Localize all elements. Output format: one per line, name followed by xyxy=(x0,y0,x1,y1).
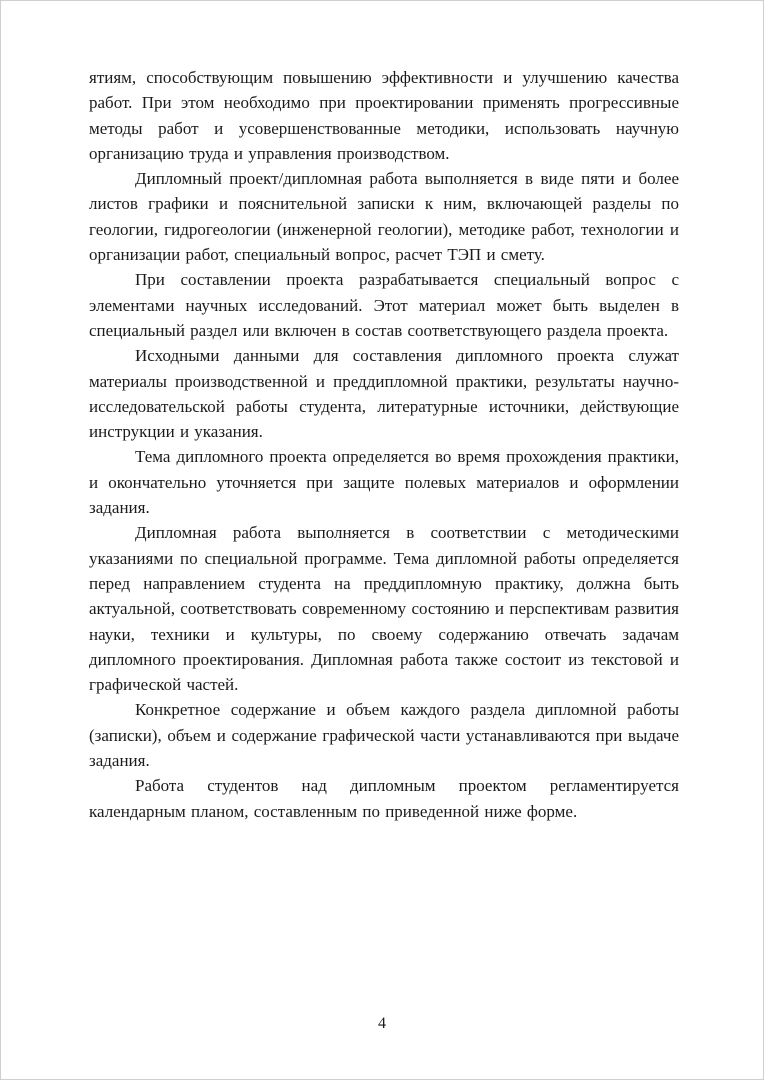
paragraph: Работа студентов над дипломным проектом регламентируется календарным планом, составленным по приведенной ниже форме. xyxy=(89,776,679,821)
page-number: 4 xyxy=(378,1015,386,1032)
paragraph: Дипломная работа выполняется в соответствии с методическими указаниями по специальной программе. Тема дипломной работы определяется перед направлением студента на преддипломную практику, должна быть актуальной, соответствовать современному состоянию и перспективам развития науки, техники и культуры, по своему содержанию отвечать задачам дипломного проектирования. Дипломная работа также состоит из текстовой и графической частей. xyxy=(89,523,679,695)
paragraph: Исходными данными для составления дипломного проекта служат материалы производственной и преддипломной практики, результаты научно-исследовательской работы студента, литературные источники, действующие инструкции и указания. xyxy=(89,346,679,442)
paragraph: При составлении проекта разрабатывается специальный вопрос с элементами научных исследований. Этот материал может быть выделен в специальный раздел или включен в состав соответствующего раздела проекта. xyxy=(89,270,679,340)
paragraph: Дипломный проект/дипломная работа выполняется в виде пяти и более листов графики и пояснительной записки к ним, включающей разделы по геологии, гидрогеологии (инженерной геологии), методике работ, технологии и организации работ, специальный вопрос, расчет ТЭП и смету. xyxy=(89,169,679,265)
paragraph: Конкретное содержание и объем каждого раздела дипломной работы (записки), объем и содержание графической части устанавливаются при выдаче задания. xyxy=(89,700,679,771)
paragraph: ятиям, способствующим повышению эффективности и улучшению качества работ. При этом необходимо при проектировании применять прогрессивные методы работ и усовершенствованные методики, использовать научную организацию труда и управления производством. xyxy=(89,68,679,163)
paragraph: Тема дипломного проекта определяется во время прохождения практики, и окончательно уточняется при защите полевых материалов и оформлении задания. xyxy=(89,447,679,518)
text-block xyxy=(89,65,679,824)
